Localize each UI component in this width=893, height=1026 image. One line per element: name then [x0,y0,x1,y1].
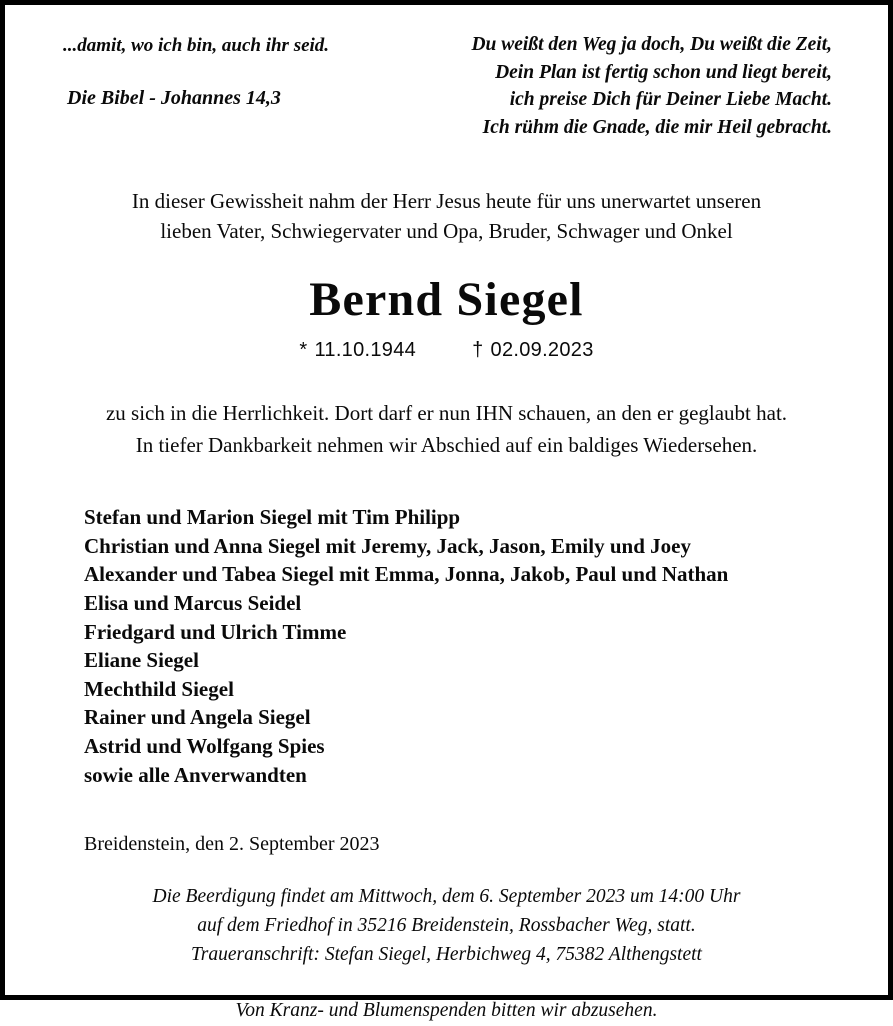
life-dates [61,339,832,362]
scripture-source: Die Bibel - Johannes 14,3 [67,86,281,109]
funeral-detail-line: Die Beerdigung findet am Mittwoch, dem 6. September 2023 um 14:00 Uhr [152,886,741,908]
scripture-block [61,28,401,111]
birth-date-group [299,339,416,362]
intro-section [61,186,832,247]
death-cross-icon: † [472,339,484,362]
birth-star-icon: * [299,339,308,362]
farewell-section [61,398,832,461]
funeral-details-section [61,883,832,1026]
farewell-line: zu sich in die Herrlichkeit. Dort darf er nun IHN schauen, an den er geglaubt hat. [105,401,788,426]
intro-line: In dieser Gewissheit nahm der Herr Jesus heute für uns unerwartet unseren [131,189,762,213]
mourner-line: Elisa und Marcus Seidel [84,591,302,616]
mourner-line: Mechthild Siegel [84,676,234,701]
funeral-detail-line: auf dem Friedhof in 35216 Breidenstein, Rossbacher Weg, statt. [197,914,696,936]
mourner-line: Stefan und Marion Siegel mit Tim Philipp [84,505,461,530]
mourner-line: Astrid und Wolfgang Spies [84,734,325,759]
mourner-line: Alexander und Tabea Siegel mit Emma, Jonna, Jakob, Paul und Nathan [84,562,729,587]
death-date-group [472,339,594,362]
intro-line: lieben Vater, Schwiegervater und Opa, Bruder, Schwager und Onkel [160,219,733,244]
mourner-line: Christian und Anna Siegel mit Jeremy, Jack, Jason, Emily und Joey [84,533,691,558]
verse-line: ich preise Dich für Deiner Liebe Macht. [509,89,832,111]
farewell-line: In tiefer Dankbarkeit nehmen wir Abschied auf ein baldiges Wiedersehen. [135,432,758,457]
death-date-value: 02.09.2023 [490,339,594,362]
verse-block [401,28,832,142]
mourning-address-line: Traueranschrift: Stefan Siegel, Herbichweg 4, 75382 Althengstett [191,943,702,965]
verse-line: Du weißt den Weg ja doch, Du weißt die Zeit, [471,34,832,55]
obituary-notice-body [5,5,888,1022]
deceased-name: Bernd Siegel [309,272,584,326]
mourner-line: sowie alle Anverwandten [84,762,307,787]
mourner-line: Friedgard und Ulrich Timme [84,619,347,644]
mourner-line: Eliane Siegel [84,648,199,673]
mourner-line: Rainer und Angela Siegel [84,705,311,730]
place-and-date: Breidenstein, den 2. September 2023 [84,833,380,856]
scripture-quote: ...damit, wo ich bin, auch ihr seid. [63,35,330,56]
epigraph-section [61,28,832,148]
birth-date-value: 11.10.1944 [314,339,417,362]
deceased-section [61,272,832,362]
flower-request-line: Von Kranz- und Blumenspenden bitten wir abzusehen. [235,1000,658,1022]
verse-line: Dein Plan ist fertig schon und liegt bereit, [495,61,832,83]
mourners-section [61,503,832,789]
verse-line: Ich rühm die Gnade, die mir Heil gebracht. [482,117,832,139]
